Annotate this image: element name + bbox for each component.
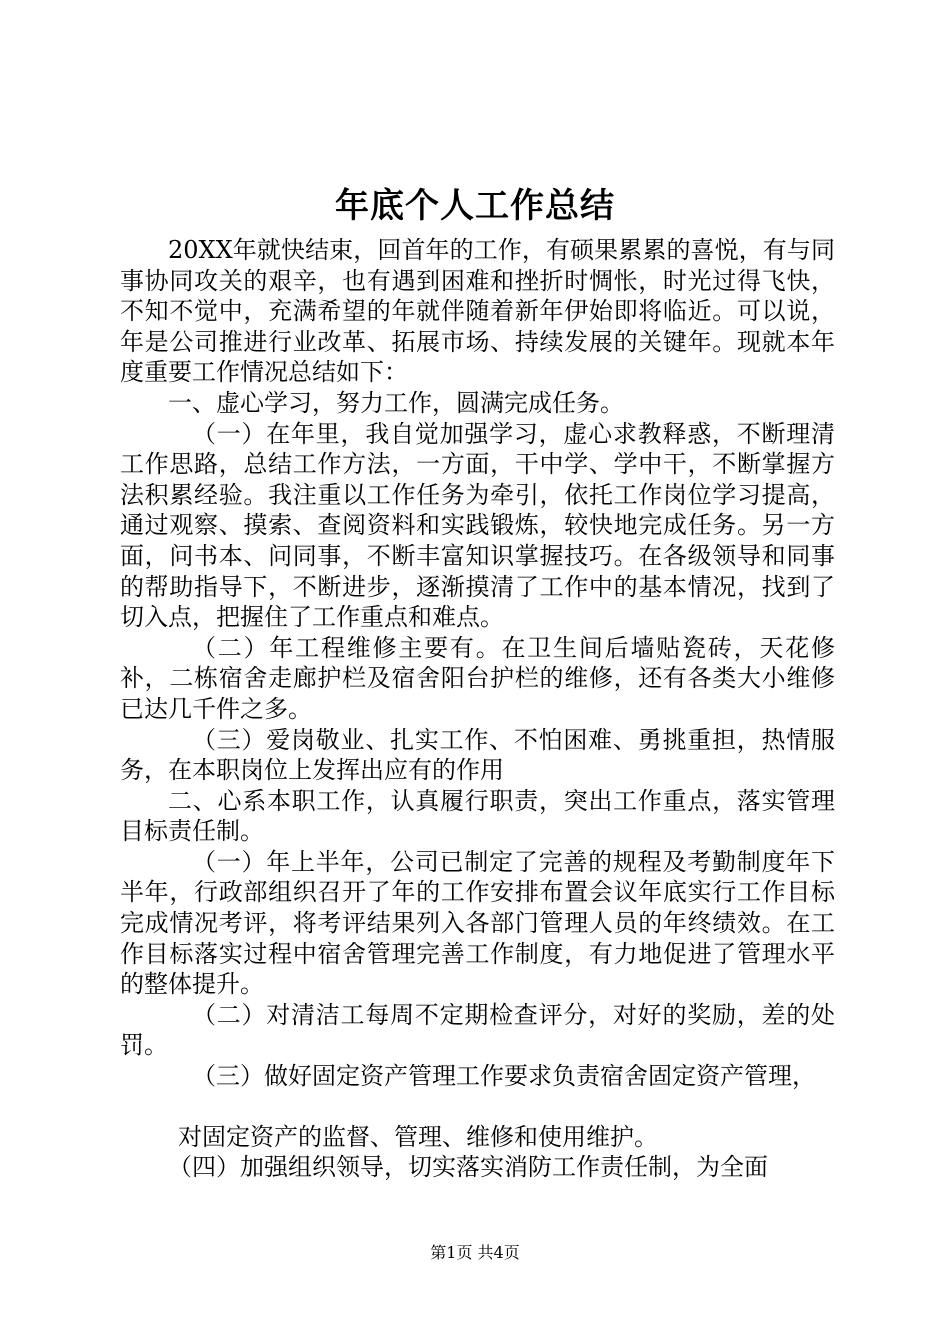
paragraph-1-2: （二）年工程维修主要有。在卫生间后墙贴瓷砖，天花修补，二栋宿舍走廊护栏及宿舍阳台护栏的维修，还有各类大小维修已达几千件之多。 <box>120 633 835 723</box>
paragraph-intro: 20XX年就快结束，回首年的工作，有硕果累累的喜悦，有与同事协同攻关的艰辛，也有遇到困难和挫折时惆怅，时光过得飞快，不知不觉中，充满希望的年就伴随着新年伊始即将临近。可以说，年是公司推进行业改革、拓展市场、持续发展的关键年。现就本年度重要工作情况总结如下： <box>120 236 835 387</box>
page-footer: 第1页 共4页 <box>430 1243 520 1262</box>
section-heading-2: 二、心系本职工作，认真履行职责，突出工作重点，落实管理目标责任制。 <box>120 786 835 846</box>
document-title: 年底个人工作总结 <box>335 186 615 226</box>
paragraph-2-3: （三）做好固定资产管理工作要求负责宿舍固定资产管理， <box>192 1062 816 1091</box>
blank-line <box>120 1092 835 1122</box>
paragraph-1-1: （一）在年里，我自觉加强学习，虚心求教释惑，不断理清工作思路，总结工作方法，一方面，干中学、学中干，不断掌握方法积累经验。我注重以工作任务为牵引，依托工作岗位学习提高，通过观察、摸索、查阅资料和实践锻炼，较快地完成任务。另一方面，问书本、问同事，不断丰富知识掌握技巧。在各级领导和同事的帮助指导下，不断进步，逐渐摸清了工作中的基本情况，找到了切入点，把握住了工作重点和难点。 <box>120 419 835 632</box>
paragraph-2-1: （一）年上半年，公司已制定了完善的规程及考勤制度年下半年，行政部组织召开了年的工作安排布置会议年底实行工作目标完成情况考评，将考评结果列入各部门管理人员的年终绩效。在工作目标落实过程中宿舍管理完善工作制度，有力地促进了管理水平的整体提升。 <box>120 847 835 999</box>
section-heading-1: 一、虚心学习，努力工作，圆满完成任务。 <box>168 388 624 417</box>
paragraph-2-4: （四）加强组织领导，切实落实消防工作责任制，为全面 <box>168 1153 768 1182</box>
paragraph-2-3-continued: 对固定资产的监督、管理、维修和使用维护。 <box>178 1122 658 1151</box>
paragraph-2-2: （二）对清洁工每周不定期检查评分，对好的奖励，差的处罚。 <box>120 1000 835 1060</box>
document-body <box>120 235 835 1183</box>
paragraph-1-3: （三）爱岗敬业、扎实工作、不怕困难、勇挑重担，热情服务，在本职岗位上发挥出应有的作用 <box>120 725 835 785</box>
